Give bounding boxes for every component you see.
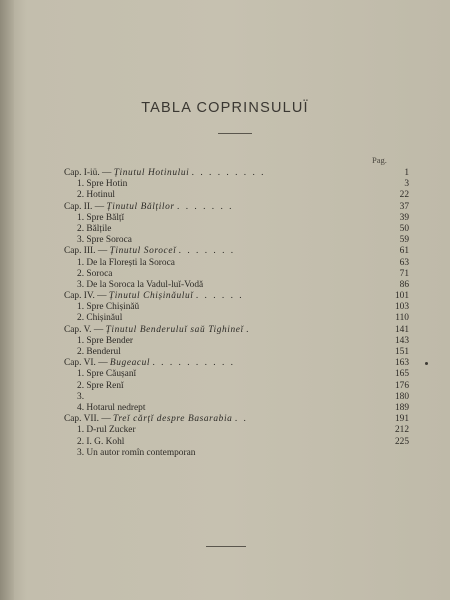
chapter-row	[64, 246, 409, 257]
section-title	[77, 381, 124, 392]
table-of-contents	[64, 168, 409, 459]
section-row	[64, 369, 409, 380]
section-row	[64, 336, 409, 347]
section-row	[64, 403, 409, 414]
leader-dots: . . . . . . . . .	[191, 168, 266, 178]
page-number: 163	[394, 358, 409, 369]
chapter-row	[64, 202, 409, 213]
leader-dots: .	[246, 324, 251, 335]
section-title	[77, 179, 127, 190]
section-title	[77, 336, 133, 347]
section-label: 4. Hotarul nedrept	[77, 402, 146, 413]
chapter-heading	[64, 246, 235, 257]
section-label: 3. De la Soroca la Vadul-luĭ-Vodă	[77, 279, 204, 290]
section-title	[77, 369, 136, 380]
page-number: 141	[394, 324, 409, 335]
section-label: 2. Chișinăul	[77, 313, 123, 324]
page-number: 151	[394, 347, 409, 357]
section-title	[77, 313, 122, 324]
section-title	[77, 190, 115, 201]
chapter-title: Ținutul Benderuluĭ saŭ Tighineĭ	[105, 324, 244, 335]
chapter-row	[64, 414, 409, 425]
chapter-title: Bugeacul	[109, 358, 151, 369]
section-row	[64, 392, 409, 403]
section-row	[64, 448, 409, 459]
chapter-heading	[64, 291, 244, 302]
chapter-row	[64, 168, 409, 179]
page-number: 39	[399, 212, 409, 223]
section-label: 2. I. G. Kohl	[77, 436, 125, 447]
section-row	[64, 302, 409, 313]
book-gutter	[0, 0, 14, 600]
chapter-row	[64, 358, 409, 369]
section-title	[77, 437, 124, 448]
page-number: 63	[399, 257, 409, 268]
section-row	[64, 224, 409, 235]
page-title: TABLA COPRINSULUÏ	[141, 100, 309, 116]
chapter-number: Cap. II. —	[64, 201, 105, 212]
section-title	[77, 392, 84, 403]
chapter-row	[64, 325, 409, 336]
page-number: 165	[394, 369, 409, 380]
page-number: 71	[399, 268, 409, 279]
chapter-title: Treĭ cărțĭ despre Basarabia	[113, 414, 233, 425]
chapter-number: Cap. III. —	[64, 246, 108, 257]
page-number: 86	[399, 279, 409, 290]
section-label: 3. Un autor romîn contemporan	[77, 447, 196, 458]
paper-speck	[425, 362, 428, 365]
chapter-title: Ținutul Hotinului	[113, 168, 190, 178]
chapter-heading	[64, 358, 235, 369]
chapter-heading	[64, 325, 250, 336]
chapter-title: Ținutul Chișinăuluĭ	[108, 291, 194, 302]
leader-dots: . . . . . . .	[177, 201, 234, 212]
section-row	[64, 280, 409, 291]
section-label: 2. Spre Renĭ	[77, 380, 124, 391]
section-label: 2. Hotinul	[77, 190, 116, 201]
chapter-number: Cap. V. —	[64, 324, 104, 335]
section-label: 1. Spre Bălțĭ	[77, 212, 125, 223]
section-title	[77, 448, 195, 459]
section-label: 1. Spre Căușanĭ	[77, 369, 137, 380]
section-label: 2. Bălțile	[77, 223, 112, 234]
section-label: 1. Spre Bender	[77, 335, 133, 346]
page-number: 103	[394, 302, 409, 313]
page-number: 191	[394, 414, 409, 425]
page-number: 61	[399, 246, 409, 257]
section-title	[77, 258, 175, 269]
section-row	[64, 313, 409, 324]
section-label: 2. Soroca	[77, 268, 113, 279]
chapter-number: Cap. IV. —	[64, 291, 107, 302]
section-label: 1. Spre Chișinăŭ	[77, 302, 140, 313]
section-label: 1. De la Florești la Soroca	[77, 257, 175, 268]
title-divider	[218, 133, 252, 134]
chapter-row	[64, 291, 409, 302]
chapter-number: Cap. VI. —	[64, 358, 108, 369]
page-number: 180	[394, 391, 409, 402]
section-title	[77, 425, 136, 436]
section-label: 3.	[77, 391, 85, 402]
section-row	[64, 235, 409, 246]
section-label: 1. D-rul Zucker	[77, 425, 136, 436]
section-title	[77, 269, 112, 280]
section-row	[64, 381, 409, 392]
leader-dots: . . . . . . .	[178, 246, 236, 257]
section-row	[64, 179, 409, 190]
section-row	[64, 258, 409, 269]
section-label: 3. Spre Soroca	[77, 235, 132, 246]
section-title	[77, 347, 121, 358]
page-number: 176	[394, 380, 409, 391]
page-number: 59	[399, 235, 409, 246]
chapter-number: Cap. I-iü. —	[64, 168, 112, 178]
section-row	[64, 269, 409, 280]
leader-dots: . .	[234, 414, 248, 425]
page-number: 101	[394, 291, 409, 302]
section-title	[77, 213, 124, 224]
section-row	[64, 190, 409, 201]
page-number: 212	[394, 425, 409, 436]
section-label: 1. Spre Hotin	[77, 179, 128, 190]
leader-dots: . . . . . .	[195, 291, 244, 302]
section-title	[77, 280, 203, 291]
leader-dots: . . . . . . . . . .	[152, 358, 236, 369]
page-number: 189	[394, 402, 409, 413]
section-row	[64, 347, 409, 358]
section-label: 2. Benderul	[77, 347, 121, 357]
page-number: 143	[394, 335, 409, 346]
bottom-divider	[206, 546, 246, 547]
page-number: 50	[399, 223, 409, 234]
section-row	[64, 437, 409, 448]
section-title	[77, 224, 111, 235]
chapter-heading	[64, 414, 248, 425]
page-number: 37	[399, 201, 409, 212]
section-title	[77, 403, 145, 414]
chapter-heading	[64, 202, 233, 213]
page-column-label: Pag.	[372, 155, 387, 165]
page-number: 1	[404, 168, 409, 178]
page-number: 3	[404, 179, 409, 190]
section-row	[64, 425, 409, 436]
section-title	[77, 302, 139, 313]
section-title	[77, 235, 132, 246]
page-number: 22	[399, 190, 409, 201]
chapter-title: Ținutul Soroceĭ	[109, 246, 177, 257]
page-number: 110	[395, 313, 409, 324]
section-row	[64, 213, 409, 224]
chapter-heading	[64, 168, 266, 179]
page-number: 225	[394, 436, 409, 447]
chapter-title: Ținutul Bălților	[106, 201, 175, 212]
chapter-number: Cap. VII. —	[64, 414, 111, 425]
